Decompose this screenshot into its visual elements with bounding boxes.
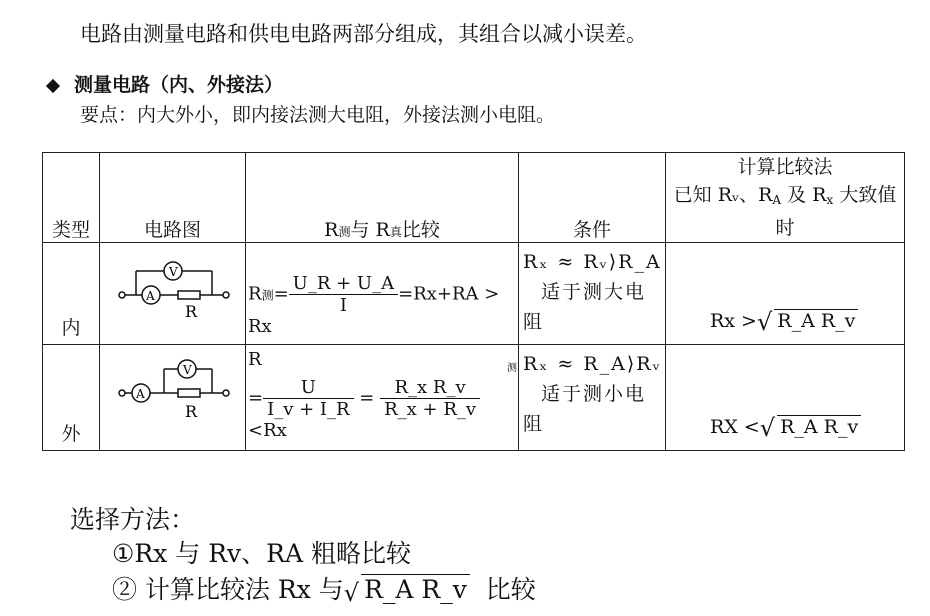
resistor-label: R xyxy=(185,402,198,421)
method-title: 选择方法： xyxy=(70,505,196,534)
resistor-rect xyxy=(178,291,200,299)
header-condition: 条件 xyxy=(519,153,666,243)
condition-cell-external xyxy=(507,345,666,451)
circuit-diagram-external xyxy=(100,345,246,451)
circuit-diagram-internal xyxy=(100,243,246,345)
section-title: 测量电路（内、外接法） xyxy=(74,74,284,96)
external-connection-diagram xyxy=(100,345,245,445)
header-type: 类型 xyxy=(43,153,100,243)
external-calc-result: RX <√ R_A R_v xyxy=(710,414,861,442)
section-heading xyxy=(48,70,283,97)
voltmeter-label: V xyxy=(169,265,178,279)
comparison-table xyxy=(42,152,905,451)
compare-cell-external xyxy=(246,345,519,451)
method-item-2: ② 计算比较法 Rx 与√ R_A R_v 比较 xyxy=(112,575,536,607)
ammeter-label: A xyxy=(136,387,145,401)
condition-cell-internal xyxy=(519,243,666,345)
external-formula-lhs: R xyxy=(248,349,262,370)
table-header-row xyxy=(43,153,905,243)
table-row xyxy=(43,243,905,345)
header-compare: R测与 R真比较 xyxy=(246,153,519,243)
type-cell-internal: 内 xyxy=(43,243,100,345)
header-calc: 计算比较法 已知 Rᵥ、$R_A$ 及 $R_x$ 大致值 时 xyxy=(666,153,905,243)
method-item-1: ①Rx 与 Rv、RA 粗略比较 xyxy=(112,539,411,568)
resistor-rect xyxy=(178,389,200,397)
key-point-text: 要点：内大外小，即内接法测大电阻，外接法测小电阻。 xyxy=(80,104,556,126)
resistor-label: R xyxy=(185,302,198,321)
header-circuit: 电路图 xyxy=(100,153,246,243)
compare-cell-internal xyxy=(246,243,519,345)
calc-cell-external xyxy=(666,345,905,451)
internal-calc-result: Rx >√ R_A R_v xyxy=(710,308,858,336)
voltmeter-label: V xyxy=(183,363,192,377)
diamond-bullet-icon xyxy=(46,79,60,93)
intro-text: 电路由测量电路和供电电路两部分组成，其组合以减小误差。 xyxy=(80,22,647,46)
internal-formula: R测= $\frac{U\_R + U\_A}{I}$ =Rx+RA > Rx xyxy=(248,273,500,337)
internal-condition: Rₓ ≈ Rᵥ⟩R_A 适于测大电 阻 xyxy=(523,251,662,333)
calc-cell-internal xyxy=(666,243,905,345)
condition-mark: 测 xyxy=(507,363,517,374)
ammeter-label: A xyxy=(146,289,155,303)
external-formula: = $\frac{U}{I\_v + I\_R}$ = $\frac{\text{R\_x R\_v}}{R\_x + R\_v}$ <Rx xyxy=(248,377,518,441)
type-cell-external: 外 xyxy=(43,345,100,451)
external-condition: Rₓ ≈ R_A⟩Rᵥ 适于测小电 阻 xyxy=(523,353,662,435)
internal-connection-diagram xyxy=(100,243,245,339)
table-row xyxy=(43,345,905,451)
